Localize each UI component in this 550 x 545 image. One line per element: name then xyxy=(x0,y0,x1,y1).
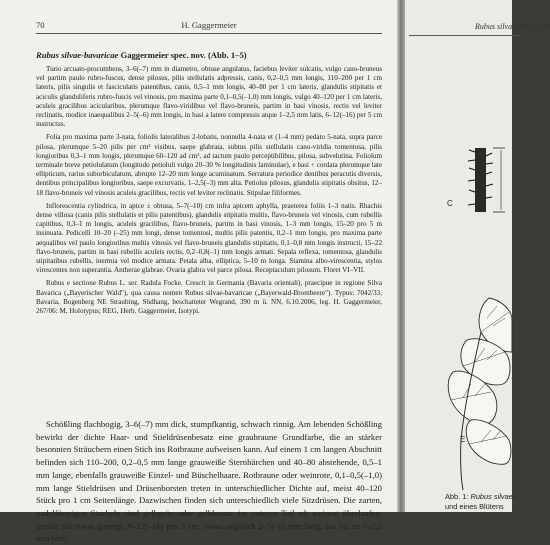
figure-label-e: E xyxy=(460,435,466,444)
caption-prefix: Abb. 1: xyxy=(445,492,471,501)
botanical-illustration xyxy=(405,0,512,512)
paragraph-schoessling: Schößling flachbogig, 3–6(–7) mm dick, stumpfkantig, schwach rinnig. Am lebenden Schößling bewirkt der dichte Haar- und Stieldrüsenbesatz eine graubraune Grundfarbe, die an stärker besonnten Sträuchern einen Stich ins Rotbraune aufweisen kann. Auf einem 1 cm langen Abschnitt befinden sich 110–200, 0,2–0,5 mm lange grauweiße Sternhärchen und 40–80 abstehende, 0,5–1 mm lange, ebenfalls grauweiße Einzel- und Büschelhaare. Rotbraune oder weinrote, 0,1–0,5(–1,0) mm lange Stieldrüsen und Drüsenborsten treten in unterschiedlicher Dichte auf, meist 40–120 Stück pro 1 cm Seitenlänge. Dazwischen finden sich unterschiedlich viele Sitzdrüsen. Die zarten, nadelförmigen Stacheln sind gelbgrün oder gelbbraun, im unteren Teil oft weinrot überlaufen, gerade bis etwas geneigt, 6–12(–16) pro 5 cm, etwas ungleich 2–5(–6) mm lang, aus bis zu 1–2,5 mm brei- xyxy=(36,419,382,544)
stem-drawing xyxy=(468,148,505,212)
species-author: Gaggermeier spec. nov. (Abb. 1–5) xyxy=(118,50,247,60)
paragraph-folia: Folia pro maxima parte 3-nata, foliolis lateralibus 2-lobatis, nonnulla 4-nata et (1–4 mm) pedato 5-nata, supra parce pilosa, plerumque 5–20 pilis per cm² visibus, saepe glabrata, subtus pilis stellulatis cano-viridia tomentosa, pilis longioribus 0,3–1 mm longis, plerumque 60–120 ad cm², ad tactum paulo perceptibilibus, pilosa, subvelutina. Foliolum terminale breve petiolulatum (longitudo petioluli vulgo 20–30 % longitudinis laminulae), e basi + cordata plerumque late ellipticum, rarius suborbiculatum, abrupte 12–20 mm longe acuminatum. Serratura periodice dentibus peracutis diversis, dentibus principalibus longioribus, saepe excurvatis, 1–2,5(–3) mm alta. Petiolus pilosus, glandulis stipitatis obsitus, 12–18 flavo-bruneis vel vinosis aculeis gracilibus, rectis vel leviter reclinatis. Stipulae filiformes. xyxy=(36,133,382,197)
caption-species: Rubus silvae- xyxy=(470,492,516,501)
figure-label-c: C xyxy=(447,199,453,208)
right-running-head: Rubus silvae-bavaricae xyxy=(475,22,550,31)
running-title: H. Gaggermeier xyxy=(181,20,237,30)
latin-description xyxy=(36,50,382,320)
page-number: 70 xyxy=(36,20,45,30)
leaf-drawing xyxy=(448,298,512,490)
caption-continuation: und eines Blütens xyxy=(445,502,504,511)
book-gutter xyxy=(397,0,405,512)
right-page xyxy=(405,0,550,512)
german-description xyxy=(36,418,382,545)
header-rule xyxy=(36,33,382,34)
paragraph-inflorescentia: Inflorescentia cylindrica, in apice ± obtusa, 5–7(–10) cm infra apicem aphylla, praeterea foliis 1–3 natis. Rhachis dense villosa (canis pilis stellulatis et pilis patentibus), glandulis stipitatis multis, flavo-bruneis vel vinosis, cum rubellis capitibus, 0,3–1 m longis, aculeis gracilibus, flavo-bruneis, partim in basi vinosis, 1–3 mm longis, 15–20 pro 5 m insinuata. Pedicelli 10–20 (–25) mm longi, dense tomentosi, multis pilis patentis, 0,2–1 mm longis, pro maxima parte aequalibus vel paulo longioribus multis vinosis vel flavo-bruneis glandulis stipitatis, 0,1–0,8 mm longis instructi, 15–22 flavo-bruneis, partim in basi rubellis aculeis rectis, 0,2–0,8(–1) mm longis armati. Sepala reflexa, tomentosa, glandulis stipitatibus rubellis, inermia vel modice armata. Petala alba, elliptica, 5–10 m longa. Stamina albo-virescentia, stylos virescentes non superantia. Antherae glabrae. Ovaria glabra vel parce pilosa. Receptaculum pilosum. Floret VI–VII. xyxy=(36,201,382,275)
species-title xyxy=(36,50,382,61)
figure-caption xyxy=(445,492,535,512)
species-name: Rubus silvae-bavaricae xyxy=(36,50,119,60)
paragraph-typus: Rubus e sectione Rubus L. ser. Radula Focke. Crescit in Germania (Bavaria orientali), praecipue in regione Silva Bavarica („Bayerischer Wald"), qua causa nomen Rubus silvae-bavaricae („Bayerwald-Brombeere"). Typus: 7042/33, Bavaria, Bogenberg NE Straubing, Südhang, beschatteter Wegrand, 390 m ü. NN, 6.10.2006, leg. H. Gaggermeier, 267/06: M, Holotypus; REG, Herb. Gaggermeier, Isotypi. xyxy=(36,279,382,316)
paragraph-turio: Turio arcuato-procumbens, 3–6(–7) mm in diametro, obtuse angulatus, faciebus leviter sulcatis, vulgo cano-bruneus vel partim paulo rubro-fuscus, dense pilosus, pilis stellulatis adpressis, canis, 0,2–0,5 mm longis, 110–200 per 1 cm lateris, pilis singulis et fasciculatis patentibus, canis, 0,5–1 mm longis, 40–80 per 1 cm lateris, glandulis stipitatis et aciculis glanduliferis rubro-fuscis vel vinosis, pro maxima parte 0,1–0,5(–1,0) mm longis, vulgo 40–120 per 1 cm lateris, aculeis gracilibus acicularibus, plerumque flavo-viridibus vel flavo-bruneis, partim in basi vinosis, rectis vel leviter reclinatis, modice inaequalibus 2–5(–6) mm longis, in basi a latere compressis atque 1–2,5 mm latis, 6–12(–16) per 5 cm instructus. xyxy=(36,65,382,129)
